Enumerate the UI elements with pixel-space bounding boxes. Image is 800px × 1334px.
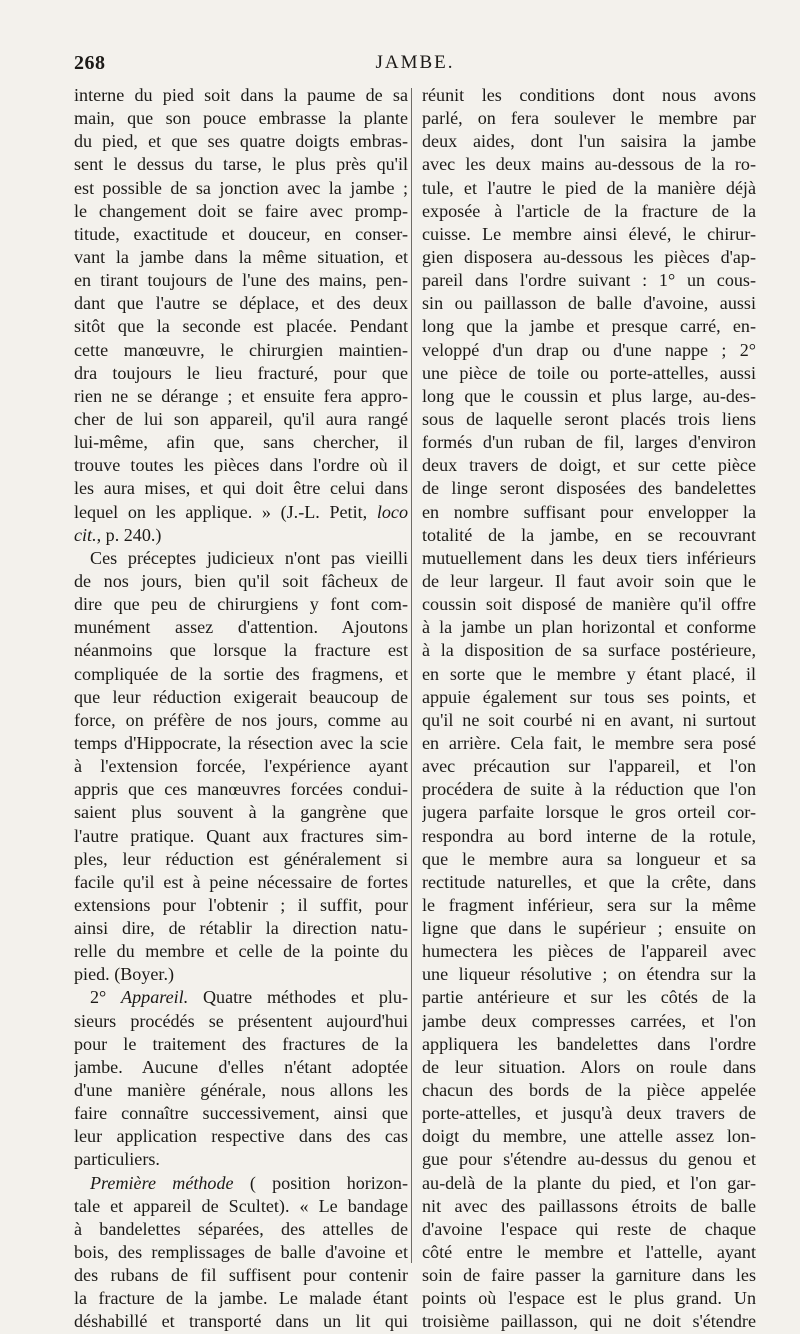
text-line bbox=[74, 269, 408, 292]
text-run: des rubans de fil suffisent pour contenir bbox=[74, 1265, 408, 1286]
text-run: gue pour s'étendre au-dessus du genou et bbox=[422, 1149, 756, 1170]
text-run: est possible de sa jonction avec la jambe ; bbox=[74, 177, 408, 198]
text-line bbox=[74, 1010, 408, 1033]
text-line bbox=[422, 1102, 756, 1125]
text-line bbox=[422, 1056, 756, 1079]
text-run: jambe. Aucune d'elles n'étant adoptée bbox=[74, 1056, 408, 1077]
text-run: de leur situation. Alors on roule dans bbox=[422, 1056, 756, 1077]
running-title: JAMBE. bbox=[375, 52, 455, 73]
text-run: gien disposera au-dessous les pièces d'ap- bbox=[422, 246, 756, 267]
text-line bbox=[422, 616, 756, 639]
text-run: facile qu'il est à peine nécessaire de fortes bbox=[74, 871, 408, 892]
text-line bbox=[74, 1172, 408, 1195]
text-line bbox=[74, 1195, 408, 1218]
text-line bbox=[422, 223, 756, 246]
text-run: déshabillé et transporté dans un lit qui bbox=[74, 1311, 408, 1332]
text-line bbox=[74, 1264, 408, 1287]
text-run: la fracture de la jambe. Le malade étant bbox=[74, 1288, 408, 1309]
text-line bbox=[422, 269, 756, 292]
text-run: mutuellement dans les deux tiers inférieurs bbox=[422, 547, 756, 568]
text-line bbox=[422, 431, 756, 454]
text-run: appuie également sur tous ses points, et bbox=[422, 686, 756, 707]
text-line bbox=[422, 801, 756, 824]
text-run: lui-même, afin que, sans chercher, il bbox=[74, 432, 408, 453]
text-run: avec précaution sur l'appareil, et l'on bbox=[422, 756, 756, 777]
text-run: jambe deux compresses carrées, et l'on bbox=[422, 1010, 756, 1031]
text-run: compliquée de la sortie des fragmens, et bbox=[74, 663, 408, 684]
text-line bbox=[74, 801, 408, 824]
text-line bbox=[74, 246, 408, 269]
text-line bbox=[422, 755, 756, 778]
text-line bbox=[422, 408, 756, 431]
text-run: d'avoine l'espace qui reste de chaque bbox=[422, 1218, 756, 1239]
text-line bbox=[422, 894, 756, 917]
text-line bbox=[422, 1241, 756, 1264]
text-run: faire connaître successivement, ainsi que bbox=[74, 1103, 408, 1124]
text-line bbox=[74, 963, 408, 986]
text-line bbox=[74, 130, 408, 153]
text-line bbox=[74, 292, 408, 315]
text-run: sin ou paillasson de balle d'avoine, aussi bbox=[422, 293, 756, 314]
text-line bbox=[74, 848, 408, 871]
text-line bbox=[74, 177, 408, 200]
text-line bbox=[74, 362, 408, 385]
text-run: à la jambe un plan horizontal et conforme bbox=[422, 617, 756, 638]
text-run: du pied, et que ses quatre doigts embras- bbox=[74, 131, 408, 152]
text-line bbox=[74, 501, 408, 524]
text-line bbox=[74, 778, 408, 801]
text-line bbox=[74, 454, 408, 477]
text-line bbox=[74, 709, 408, 732]
text-line bbox=[422, 1148, 756, 1171]
italic-text: Appareil. bbox=[121, 987, 189, 1008]
text-run: extensions pour l'obtenir ; il suffit, pour bbox=[74, 894, 408, 915]
text-line bbox=[74, 200, 408, 223]
text-line bbox=[422, 1079, 756, 1102]
text-line bbox=[422, 963, 756, 986]
text-run: les aura mises, et qui doit être celui dans bbox=[74, 478, 408, 499]
text-line bbox=[422, 1033, 756, 1056]
text-line bbox=[422, 177, 756, 200]
text-line bbox=[422, 1010, 756, 1033]
text-run: ainsi dire, de rétablir la direction natu- bbox=[74, 918, 408, 939]
text-line bbox=[422, 246, 756, 269]
text-run: exposée à l'article de la fracture de la bbox=[422, 200, 756, 221]
text-run: formés d'un ruban de fil, larges d'environ bbox=[422, 432, 756, 453]
text-line bbox=[74, 385, 408, 408]
text-run: coussin soit disposé de manière qu'il offre bbox=[422, 594, 756, 615]
text-line bbox=[422, 501, 756, 524]
text-run: ples, leur réduction est généralement si bbox=[74, 848, 408, 869]
text-line bbox=[422, 477, 756, 500]
text-run: appliquera les bandelettes dans l'ordre bbox=[422, 1033, 756, 1054]
text-run: deux aides, dont l'un saisira la jambe bbox=[422, 131, 756, 152]
text-run: interne du pied soit dans la paume de sa bbox=[74, 85, 408, 105]
text-run: porte-attelles, et jusqu'à deux travers de bbox=[422, 1103, 756, 1124]
text-line bbox=[422, 686, 756, 709]
text-run: Quatre méthodes et plu- bbox=[188, 987, 408, 1008]
column-divider bbox=[411, 88, 412, 1263]
text-line bbox=[422, 871, 756, 894]
text-run: soin de faire passer la garniture dans les bbox=[422, 1265, 756, 1286]
text-line bbox=[422, 1287, 756, 1310]
text-line bbox=[422, 639, 756, 662]
text-run: partie antérieure et sur les côtés de la bbox=[422, 987, 756, 1008]
text-run: d'une manière générale, nous allons les bbox=[74, 1080, 408, 1101]
text-run: Ces préceptes judicieux n'ont pas vieilli bbox=[90, 547, 408, 568]
text-line bbox=[422, 825, 756, 848]
text-run: rectitude naturelles, et que la crête, dans bbox=[422, 871, 756, 892]
text-run: leur application respective dans des cas bbox=[74, 1126, 408, 1147]
text-run: en tirant toujours de l'une des mains, pen- bbox=[74, 270, 408, 291]
italic-text: Première méthode bbox=[90, 1172, 234, 1193]
text-run: en nombre suffisant pour envelopper la bbox=[422, 501, 756, 522]
text-run: doigt du membre, une attelle assez lon- bbox=[422, 1126, 756, 1147]
text-line bbox=[422, 524, 756, 547]
text-line bbox=[74, 431, 408, 454]
text-line bbox=[74, 894, 408, 917]
text-run: cette manœuvre, le chirurgien maintien- bbox=[74, 339, 408, 360]
text-run: vant la jambe dans la même situation, et bbox=[74, 246, 408, 267]
text-line bbox=[74, 107, 408, 130]
text-run: cher de lui son appareil, qu'il aura rangé bbox=[74, 408, 408, 429]
text-run: le changement doit se faire avec promp- bbox=[74, 200, 408, 221]
text-line bbox=[422, 84, 756, 107]
text-line bbox=[422, 362, 756, 385]
text-line bbox=[422, 917, 756, 940]
italic-text: loco bbox=[376, 501, 408, 522]
page-number: 268 bbox=[74, 52, 106, 74]
text-run: l'autre pratique. Quant aux fractures sim- bbox=[74, 825, 408, 846]
text-line bbox=[422, 1218, 756, 1241]
text-run: pour le traitement des fractures de la bbox=[74, 1033, 408, 1054]
text-line bbox=[74, 1218, 408, 1241]
text-run: relle du membre et celle de la pointe du bbox=[74, 941, 408, 962]
text-run: tule, et l'autre le pied de la manière déjà bbox=[422, 177, 756, 198]
text-run: trouve toutes les pièces dans l'ordre où il bbox=[74, 455, 408, 476]
left-column bbox=[74, 84, 408, 1334]
text-line bbox=[74, 1079, 408, 1102]
text-line bbox=[74, 917, 408, 940]
text-run: sitôt que la seconde est placée. Pendant bbox=[74, 316, 408, 337]
text-run: à bandelettes séparées, des attelles de bbox=[74, 1218, 408, 1239]
text-run: que le membre aura sa longueur et sa bbox=[422, 848, 756, 869]
text-run: lequel on les applique. » (J.-L. Petit, bbox=[74, 501, 377, 522]
text-line bbox=[422, 200, 756, 223]
text-line bbox=[422, 1195, 756, 1218]
text-line bbox=[74, 1241, 408, 1264]
text-line bbox=[74, 84, 408, 107]
text-run: 2° bbox=[90, 987, 122, 1008]
text-line bbox=[422, 153, 756, 176]
text-line bbox=[74, 825, 408, 848]
text-line bbox=[422, 778, 756, 801]
text-line bbox=[74, 524, 408, 547]
text-run: respondra au bord interne de la rotule, bbox=[422, 825, 756, 846]
text-line bbox=[422, 454, 756, 477]
text-run: saient plus souvent à la gangrène que bbox=[74, 802, 408, 823]
text-line bbox=[74, 547, 408, 570]
text-line bbox=[74, 223, 408, 246]
text-run: de linge seront disposées des bandelettes bbox=[422, 478, 756, 499]
text-line bbox=[74, 477, 408, 500]
text-run: une liqueur résolutive ; on étendra sur la bbox=[422, 964, 756, 985]
text-run: à l'extension forcée, l'expérience ayant bbox=[74, 756, 408, 777]
text-run: deux travers de doigt, et sur cette pièce bbox=[422, 455, 756, 476]
text-line bbox=[74, 1033, 408, 1056]
text-run: dire que peu de chirurgiens y font com- bbox=[74, 594, 408, 615]
text-run: nit avec des paillassons étroits de balle bbox=[422, 1195, 756, 1216]
text-line bbox=[422, 547, 756, 570]
text-line bbox=[74, 986, 408, 1009]
text-line bbox=[74, 639, 408, 662]
text-run: rien ne se dérange ; et ensuite fera appro- bbox=[74, 385, 408, 406]
text-line bbox=[74, 315, 408, 338]
text-line bbox=[74, 940, 408, 963]
text-line bbox=[74, 1102, 408, 1125]
text-run: pied. (Boyer.) bbox=[74, 964, 174, 985]
text-run: au-delà de la plante du pied, et l'on gar- bbox=[422, 1172, 756, 1193]
text-line bbox=[74, 1310, 408, 1333]
text-run: néanmoins que lorsque la fracture est bbox=[74, 640, 408, 661]
text-run: sieurs procédés se présentent aujourd'hui bbox=[74, 1010, 408, 1031]
text-run: ( position horizon- bbox=[233, 1172, 408, 1193]
text-run: humectera les pièces de l'appareil avec bbox=[422, 941, 756, 962]
text-line bbox=[74, 755, 408, 778]
text-line bbox=[74, 686, 408, 709]
text-line bbox=[74, 616, 408, 639]
text-line bbox=[74, 153, 408, 176]
text-line bbox=[74, 339, 408, 362]
text-line bbox=[74, 1148, 408, 1171]
text-line bbox=[422, 292, 756, 315]
text-line bbox=[74, 1287, 408, 1310]
text-run: cuisse. Le membre ainsi élevé, le chirur- bbox=[422, 223, 756, 244]
text-run: de nos jours, bien qu'il soit fâcheux de bbox=[74, 570, 408, 591]
text-run: , p. 240.) bbox=[96, 524, 162, 545]
text-run: sent le dessus du tarse, le plus près qu'il bbox=[74, 154, 408, 175]
text-run: bois, des remplissages de balle d'avoine et bbox=[74, 1242, 408, 1263]
text-run: sous de laquelle seront placés trois liens bbox=[422, 408, 756, 429]
text-run: tale et appareil de Scultet). « Le bandage bbox=[74, 1195, 408, 1216]
right-column bbox=[422, 84, 756, 1334]
text-line bbox=[422, 570, 756, 593]
text-line bbox=[74, 1056, 408, 1079]
text-line bbox=[422, 593, 756, 616]
text-run: force, on préfère de nos jours, comme au bbox=[74, 709, 408, 730]
italic-text: cit. bbox=[74, 524, 97, 545]
text-run: ligne que dans le supérieur ; ensuite on bbox=[422, 918, 756, 939]
text-run: avec les deux mains au-dessous de la ro- bbox=[422, 154, 756, 175]
text-run: une pièce de toile ou porte-attelles, aussi bbox=[422, 362, 756, 383]
text-line bbox=[422, 1172, 756, 1195]
text-run: que leur réduction exigerait beaucoup de bbox=[74, 686, 408, 707]
text-line bbox=[422, 848, 756, 871]
text-run: en sorte que le membre y étant placé, il bbox=[422, 663, 756, 684]
text-line bbox=[74, 570, 408, 593]
text-line bbox=[422, 709, 756, 732]
text-run: le fragment inférieur, sera sur la même bbox=[422, 894, 756, 915]
text-line bbox=[422, 130, 756, 153]
text-line bbox=[422, 315, 756, 338]
text-line bbox=[422, 339, 756, 362]
text-run: qu'il ne soit courbé ni en avant, ni surtout bbox=[422, 709, 756, 730]
text-run: procédera de suite à la réduction que l'on bbox=[422, 779, 756, 800]
text-line bbox=[422, 385, 756, 408]
text-line bbox=[74, 408, 408, 431]
text-run: jugera parfaite lorsque le gros orteil cor- bbox=[422, 802, 756, 823]
text-line bbox=[74, 663, 408, 686]
text-line bbox=[422, 1125, 756, 1148]
text-run: long que le coussin et plus large, au-des- bbox=[422, 385, 756, 406]
text-run: dant que l'autre se déplace, et des deux bbox=[74, 293, 408, 314]
text-run: réunit les conditions dont nous avons bbox=[422, 85, 756, 105]
text-line bbox=[422, 940, 756, 963]
text-run: dra toujours le lieu fracturé, pour que bbox=[74, 362, 408, 383]
text-line bbox=[74, 1125, 408, 1148]
text-line bbox=[74, 732, 408, 755]
text-run: troisième paillasson, qui ne doit s'étendre bbox=[422, 1311, 756, 1332]
text-run: en arrière. Cela fait, le membre sera posé bbox=[422, 732, 756, 753]
text-run: particuliers. bbox=[74, 1149, 160, 1170]
text-line bbox=[422, 1310, 756, 1333]
text-run: points où l'espace est le plus grand. Un bbox=[422, 1288, 756, 1309]
text-line bbox=[422, 107, 756, 130]
text-line bbox=[422, 732, 756, 755]
text-line bbox=[74, 871, 408, 894]
text-line bbox=[74, 593, 408, 616]
text-line bbox=[422, 986, 756, 1009]
text-line bbox=[422, 1264, 756, 1287]
text-line bbox=[422, 663, 756, 686]
text-run: munément assez d'attention. Ajoutons bbox=[74, 617, 408, 638]
page-header bbox=[70, 52, 760, 82]
text-run: veloppé d'un drap ou d'une nappe ; 2° bbox=[422, 339, 756, 360]
text-run: pareil dans l'ordre suivant : 1° un cous- bbox=[422, 270, 756, 291]
text-run: main, que son pouce embrasse la plante bbox=[74, 108, 408, 129]
text-run: titude, exactitude et douceur, en conser- bbox=[74, 223, 408, 244]
text-run: parlé, on fera soulever le membre par bbox=[422, 108, 756, 129]
text-run: long que la jambe et presque carré, en- bbox=[422, 316, 756, 337]
text-run: de leur largeur. Il faut avoir soin que le bbox=[422, 570, 756, 591]
text-run: chacun des bords de la pièce appelée bbox=[422, 1080, 756, 1101]
text-run: temps d'Hippocrate, la résection avec la scie bbox=[74, 732, 408, 753]
text-run: totalité de la jambe, en se recouvrant bbox=[422, 524, 756, 545]
text-run: côté entre le membre et l'attelle, ayant bbox=[422, 1242, 756, 1263]
text-run: à la disposition de sa surface postérieure, bbox=[422, 640, 756, 661]
text-run: appris que ces manœuvres forcées condui- bbox=[74, 779, 408, 800]
